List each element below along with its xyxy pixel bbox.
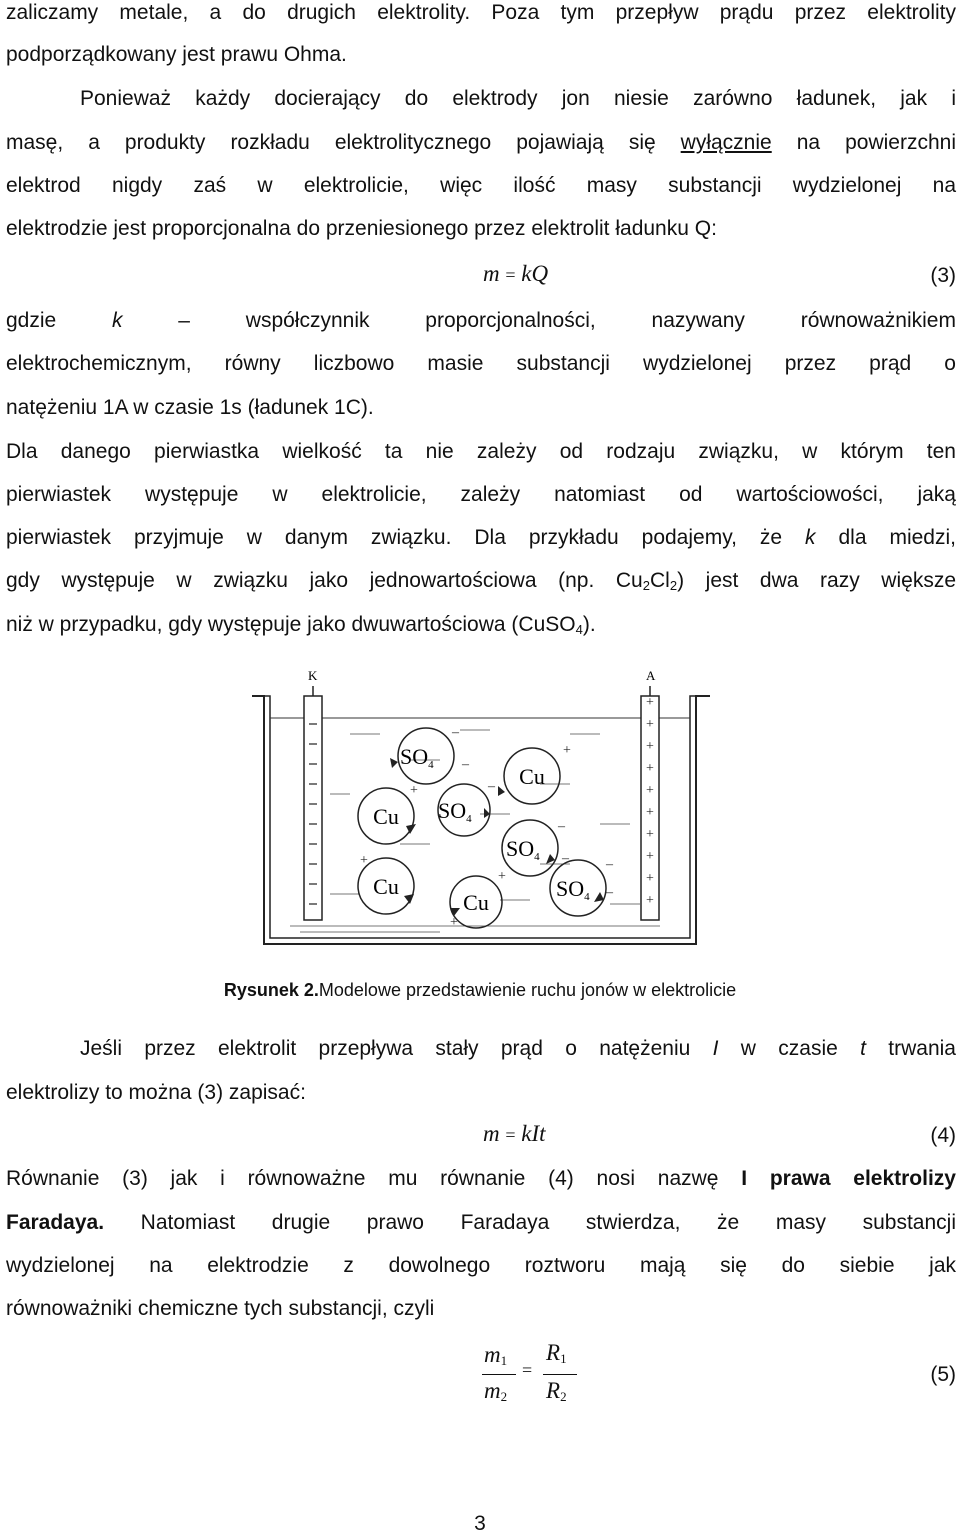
- equation-symbol: m: [483, 261, 500, 286]
- fraction-bar: [482, 1374, 516, 1375]
- svg-text:+: +: [360, 853, 368, 868]
- equals-sign: =: [522, 1360, 533, 1380]
- text-span: nazywany: [651, 309, 745, 332]
- ion-cu: Cu: [463, 890, 489, 915]
- fraction-denominator-right: $R_2$: [546, 1378, 567, 1404]
- svg-text:+: +: [646, 871, 654, 886]
- fraction-numerator-right: $R_1$: [546, 1340, 567, 1366]
- svg-text:+: +: [498, 869, 506, 884]
- svg-text:+: +: [646, 893, 654, 908]
- text-span: w czasie: [718, 1037, 861, 1060]
- ion-cu: Cu: [373, 804, 399, 829]
- svg-text:+: +: [646, 827, 654, 842]
- text-span: na powierzchni: [771, 131, 956, 154]
- electrode-label-k: K: [308, 668, 318, 683]
- text-span: masę, a produkty rozkładu elektrolitycznego pojawiają się: [6, 131, 681, 154]
- caption-text: Modelowe przedstawienie ruchu jonów w elektrolicie: [318, 980, 737, 1000]
- text-line: [6, 0, 956, 26]
- text-line: [80, 86, 956, 112]
- text-line: [6, 173, 956, 199]
- text-span: elektrochemicznym, równy liczbowo masie substancji wydzielonej przez prąd o: [6, 352, 956, 375]
- bold-text: Faradaya.: [6, 1211, 105, 1234]
- text-span: równoważniki chemiczne tych substancji, czyli: [6, 1297, 435, 1320]
- ion-cu: Cu: [373, 874, 399, 899]
- svg-text:+: +: [450, 915, 458, 930]
- text-line: [80, 1036, 956, 1062]
- svg-text:+: +: [410, 783, 418, 798]
- page-number: 3: [474, 1512, 486, 1535]
- text-span: natężeniu 1A w czasie 1s (ładunek 1C).: [6, 396, 374, 419]
- equation-symbol: kIt: [521, 1121, 546, 1146]
- text-line: [6, 612, 956, 643]
- subscript: 4: [575, 622, 583, 637]
- text-line: [6, 1166, 956, 1192]
- text-span: I: [712, 1037, 719, 1060]
- svg-text:–: –: [462, 757, 469, 772]
- text-line: [6, 1080, 956, 1106]
- equation-4: [483, 1121, 546, 1147]
- svg-text:+: +: [646, 761, 654, 776]
- electrode-label-a: A: [646, 668, 656, 683]
- fraction-numerator-left: $m_1$: [484, 1342, 508, 1368]
- svg-text:+: +: [646, 849, 654, 864]
- svg-text:+: +: [646, 717, 654, 732]
- equation-number: (3): [930, 264, 956, 287]
- text-line: [6, 568, 956, 599]
- text-span: podporządkowany jest prawu Ohma.: [6, 43, 347, 66]
- text-line: [6, 1296, 956, 1322]
- text-span: Równanie (3) jak i równoważne mu równanie (4) nosi nazwę: [6, 1167, 742, 1190]
- underlined-word: wyłącznie: [680, 131, 772, 154]
- svg-text:–: –: [488, 779, 495, 794]
- equation-symbol: m: [483, 1121, 500, 1146]
- bold-text: I prawa elektrolizy: [741, 1167, 956, 1190]
- text-line: [6, 1210, 956, 1236]
- equation-symbol: =: [505, 1125, 516, 1145]
- equation-symbol: kQ: [521, 261, 549, 286]
- cathode-electrode: [304, 696, 322, 920]
- ion-so4: SO4: [506, 836, 540, 863]
- fraction-denominator-left: $m_2$: [484, 1378, 508, 1404]
- text-line: [6, 439, 956, 465]
- text-span: pierwiastek przyjmuje w danym związku. Dla przykładu podajemy, że: [6, 526, 806, 549]
- text-line: [6, 395, 956, 421]
- text-span: pierwiastek występuje w elektrolicie, zależy natomiast od wartościowości, jaką: [6, 483, 956, 506]
- text-span: Cl: [649, 569, 670, 592]
- svg-text:+: +: [646, 783, 654, 798]
- text-span: t: [860, 1037, 866, 1060]
- subscript: 2: [669, 578, 678, 593]
- text-span: zaliczamy metale, a do drugich elektrolity. Poza tym przepływ prądu przez elektrolity: [6, 1, 956, 24]
- equation-symbol: =: [505, 265, 516, 285]
- text-span: współczynnik: [245, 309, 370, 332]
- ion-cu: Cu: [519, 764, 545, 789]
- svg-text:+: +: [646, 695, 654, 710]
- text-span: wydzielonej na elektrodzie z dowolnego roztworu mają się do siebie jak: [6, 1254, 956, 1277]
- text-line: [6, 482, 956, 508]
- text-span: k: [112, 309, 123, 332]
- text-span: elektrod nigdy zaś w elektrolicie, więc ilość masy substancji wydzielonej na: [6, 174, 956, 197]
- equation-number: (5): [930, 1363, 956, 1386]
- svg-text:–: –: [562, 851, 569, 866]
- equation-number: (4): [930, 1124, 956, 1147]
- svg-text:+: +: [646, 805, 654, 820]
- text-span: k: [805, 526, 816, 549]
- ion-so4: SO4: [556, 876, 590, 903]
- text-span: gdy występuje w związku jako jednowartościowa (np. Cu: [6, 569, 643, 592]
- svg-text:+: +: [646, 739, 654, 754]
- text-span: Ponieważ każdy docierający do elektrody jon niesie zarówno ładunek, jak i: [80, 87, 956, 110]
- svg-text:+: +: [563, 743, 571, 758]
- electrolysis-diagram: [240, 664, 720, 964]
- text-line: [6, 1253, 956, 1279]
- text-span: trwania: [865, 1037, 956, 1060]
- text-span: elektrolizy to można (3) zapisać:: [6, 1081, 306, 1104]
- text-line: [6, 42, 956, 68]
- text-line: [6, 130, 956, 156]
- text-line: [6, 351, 956, 377]
- text-span: równoważnikiem: [800, 309, 956, 332]
- ion-so4: SO4: [438, 798, 472, 825]
- text-span: proporcjonalności,: [425, 309, 596, 332]
- text-line: [6, 308, 956, 334]
- text-span: niż w przypadku, gdy występuje jako dwuwartościowa (CuSO: [6, 613, 576, 636]
- text-span: dla miedzi,: [815, 526, 956, 549]
- text-line: [6, 216, 956, 242]
- figure-caption: [0, 980, 960, 1001]
- svg-text:–: –: [558, 819, 565, 834]
- equation-3: [483, 261, 548, 287]
- svg-text:–: –: [606, 885, 613, 900]
- caption-label: Rysunek 2.: [223, 980, 319, 1000]
- text-span: ).: [582, 613, 596, 636]
- text-span: ) jest dwa razy większe: [677, 569, 956, 592]
- text-span: gdzie: [6, 309, 57, 332]
- text-span: –: [178, 309, 190, 332]
- text-line: [6, 525, 956, 551]
- text-span: Jeśli przez elektrolit przepływa stały prąd o natężeniu: [80, 1037, 713, 1060]
- fraction-bar: [543, 1374, 577, 1375]
- svg-text:–: –: [452, 725, 459, 740]
- ion-so4: SO4: [400, 744, 434, 771]
- subscript: 2: [642, 578, 650, 593]
- text-span: elektrodzie jest proporcjonalna do przeniesionego przez elektrolit ładunku Q:: [6, 217, 717, 240]
- svg-text:–: –: [606, 857, 613, 872]
- text-span: Dla danego pierwiastka wielkość ta nie zależy od rodzaju związku, w którym ten: [6, 440, 956, 463]
- text-span: Natomiast drugie prawo Faradaya stwierdza, że masy substancji: [104, 1211, 956, 1234]
